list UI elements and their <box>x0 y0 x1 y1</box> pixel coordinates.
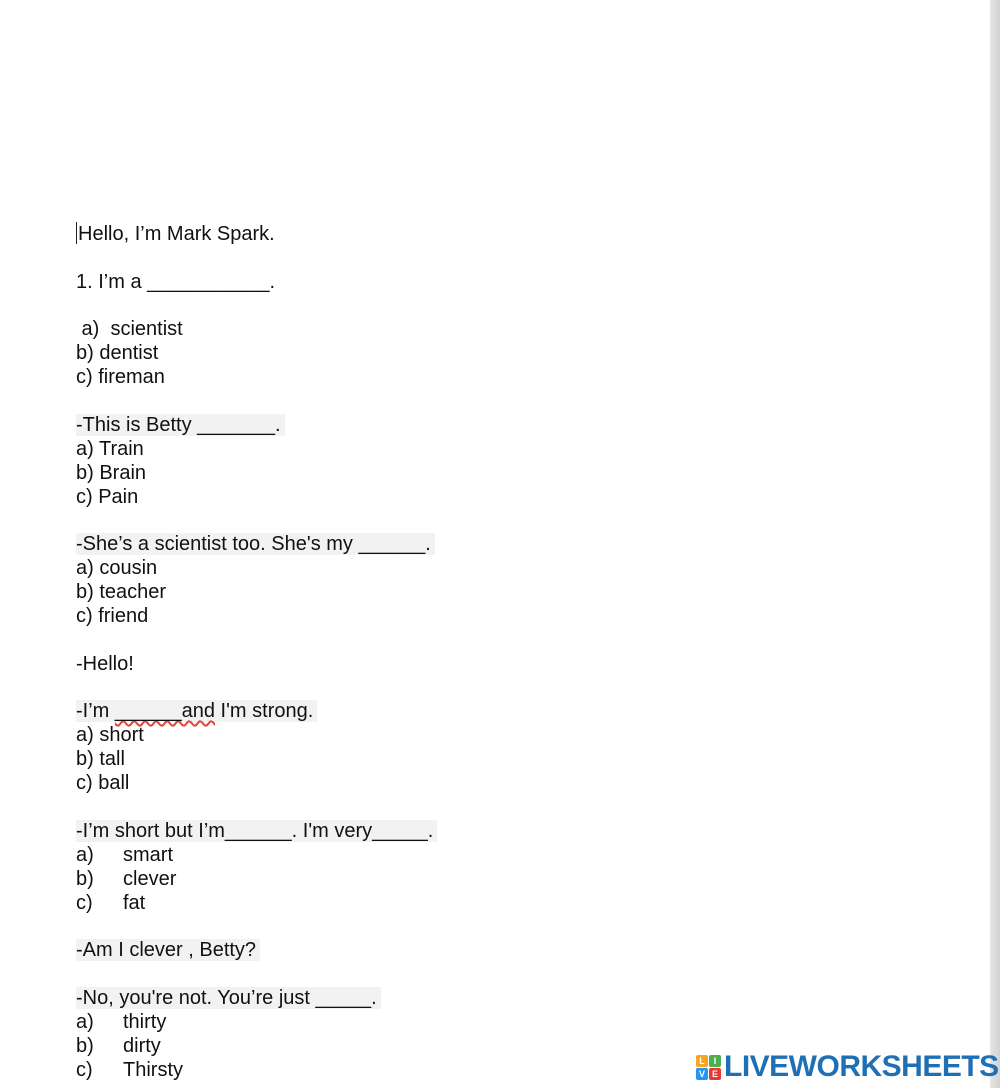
option-letter: a) <box>76 843 94 866</box>
option-text: fat <box>123 891 146 914</box>
question-4-option-c[interactable]: c) ball <box>76 772 130 794</box>
hello-line: -Hello! <box>76 652 134 675</box>
question-3-option-c[interactable]: c) friend <box>76 605 149 627</box>
question-2-option-a[interactable]: a) Train <box>76 437 144 460</box>
logo-tile: V <box>696 1068 708 1080</box>
question-1-stem: 1. I’m a ___________. <box>76 270 276 293</box>
question-5-option-b[interactable] <box>76 867 437 891</box>
question-3-stem: -She’s a scientist too. She's my ______. <box>76 533 435 555</box>
intro-text: Hello, I’m Mark Spark. <box>78 223 275 245</box>
worksheet-content <box>76 222 437 1082</box>
intro-line <box>76 222 437 246</box>
question-4-stem-after: I'm strong. <box>215 700 314 722</box>
question-2-option-b[interactable]: b) Brain <box>76 461 147 484</box>
question-5-option-a[interactable] <box>76 843 437 867</box>
option-text: thirty <box>123 1010 167 1033</box>
question-line: -Am I clever , Betty? <box>76 939 260 961</box>
question-6-option-b[interactable] <box>76 1034 437 1058</box>
logo-tile: I <box>709 1055 721 1067</box>
question-1-option-a[interactable]: a) scientist <box>76 318 183 340</box>
logo-tile: E <box>709 1068 721 1080</box>
option-text: smart <box>123 843 173 866</box>
option-letter: a) <box>76 1010 94 1033</box>
logo-text: LIVEWORKSHEETS <box>724 1050 999 1083</box>
question-3-option-a[interactable]: a) cousin <box>76 557 158 579</box>
question-5-option-c[interactable] <box>76 891 437 915</box>
page-edge-shadow <box>990 0 1000 1088</box>
option-text: Thirsty <box>123 1058 183 1081</box>
question-1-option-c[interactable]: c) fireman <box>76 366 165 388</box>
question-3-option-b[interactable]: b) teacher <box>76 581 167 603</box>
option-letter: b) <box>76 867 94 890</box>
option-letter: b) <box>76 1034 94 1057</box>
question-4-option-a[interactable]: a) short <box>76 724 144 746</box>
question-4-stem <box>76 700 317 722</box>
question-4-stem-before: -I’m <box>76 700 115 722</box>
option-text: clever <box>123 867 177 890</box>
text-cursor <box>76 222 77 244</box>
question-2-stem: -This is Betty _______. <box>76 414 285 436</box>
liveworksheets-logo <box>696 1052 999 1082</box>
logo-tiles-icon <box>696 1055 721 1080</box>
question-6-option-c[interactable] <box>76 1058 437 1082</box>
question-4-blank: ______and <box>114 700 215 722</box>
option-letter: c) <box>76 1058 93 1081</box>
question-1-option-b[interactable]: b) dentist <box>76 342 159 364</box>
question-6-option-a[interactable] <box>76 1010 437 1034</box>
question-2-option-c[interactable]: c) Pain <box>76 485 139 508</box>
option-text: dirty <box>123 1034 161 1057</box>
question-4-option-b[interactable]: b) tall <box>76 748 125 770</box>
logo-tile: L <box>696 1055 708 1067</box>
question-5-stem: -I’m short but I’m______. I'm very_____. <box>76 820 437 842</box>
question-6-stem: -No, you're not. You’re just _____. <box>76 987 381 1009</box>
option-letter: c) <box>76 891 93 914</box>
